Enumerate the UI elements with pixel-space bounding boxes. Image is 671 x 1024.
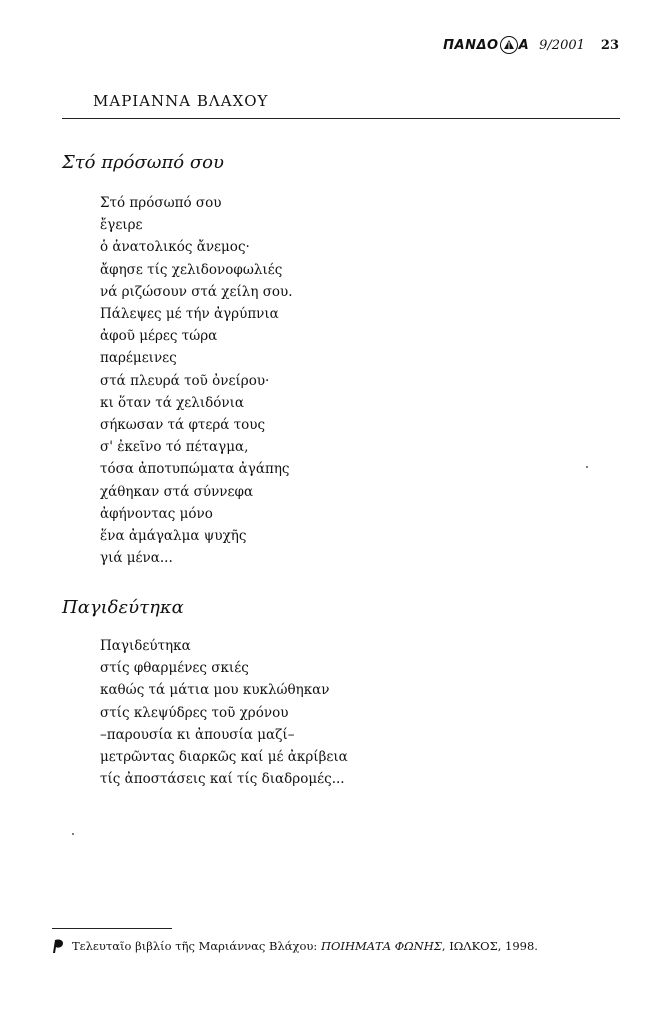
poem-line: χάθηκαν στά σύννεφα: [100, 483, 254, 500]
poem-body: [100, 192, 293, 569]
issue-number: 9/2001: [539, 37, 585, 53]
poem-line: μετρῶντας διαρκῶς καί μέ ἀκρίβεια: [100, 749, 348, 766]
poem-line: ὁ ἀνατολικός ἄνεμος·: [100, 239, 250, 256]
poem-line: Πάλεψες μέ τήν ἀγρύπνια: [100, 306, 279, 323]
footnote: [52, 938, 538, 954]
page-number: 23: [600, 37, 619, 53]
poem-line: στίς φθαρμένες σκιές: [100, 660, 249, 677]
scan-speck: [72, 833, 74, 835]
header-rule: [62, 118, 620, 119]
poem-line: Παγιδεύτηκα: [100, 638, 191, 654]
poem-line: σήκωσαν τά φτερά τους: [100, 417, 266, 434]
footnote-publisher: , ΙΩΛΚΟΣ, 1998.: [441, 939, 538, 953]
footnote-rule: [52, 928, 172, 929]
journal-logo: [443, 36, 529, 54]
poem-line: στίς κλεψύδρες τοῦ χρόνου: [100, 704, 289, 721]
footnote-marker-icon: [52, 938, 66, 954]
seal-icon: [500, 36, 518, 54]
poem-line: ἀφοῦ μέρες τώρα: [100, 328, 218, 345]
poem-line: ἔγειρε: [100, 217, 143, 234]
poem-line: καθώς τά μάτια μου κυκλώθηκαν: [100, 682, 330, 699]
poem-line: νά ριζώσουν στά χείλη σου.: [100, 283, 293, 300]
poem-line: σ' ἐκεῖνο τό πέταγμα,: [100, 439, 249, 456]
running-header: [443, 36, 619, 54]
logo-text-left: ΠΑΝΔΟ: [443, 37, 499, 53]
poem-line: στά πλευρά τοῦ ὀνείρου·: [100, 372, 270, 389]
poem-line: τίς ἀποστάσεις καί τίς διαδρομές...: [100, 771, 345, 788]
poem-line: ἀφήνοντας μόνο: [100, 505, 213, 522]
poem-line: Στό πρόσωπό σου: [100, 195, 222, 211]
poem-body: [100, 635, 348, 790]
poem-line: ἄφησε τίς χελιδονοφωλιές: [100, 261, 283, 278]
poem-line: τόσα ἀποτυπώματα ἀγάπης: [100, 461, 290, 478]
footnote-text: Τελευταῖο βιβλίο τῆς Μαριάννας Βλάχου:: [72, 939, 321, 953]
poem-title: Στό πρόσωπό σου: [62, 152, 224, 173]
poem-title: Παγιδεύτηκα: [62, 597, 184, 618]
footnote-book-title: ΠΟΙΗΜΑΤΑ ΦΩΝΗΣ: [320, 939, 442, 953]
poem-line: –παρουσία κι ἀπουσία μαζί–: [100, 726, 295, 743]
scan-speck: [586, 466, 588, 468]
logo-text-right: Α: [518, 37, 530, 53]
poem-line: ἕνα ἀμάγαλμα ψυχῆς: [100, 528, 247, 545]
poem-line: γιά μένα...: [100, 550, 173, 567]
poem-line: κι ὅταν τά χελιδόνια: [100, 394, 245, 411]
poem-line: παρέμεινες: [100, 350, 177, 367]
author-name: ΜΑΡΙΑΝΝΑ ΒΛΑΧΟΥ: [93, 92, 269, 110]
